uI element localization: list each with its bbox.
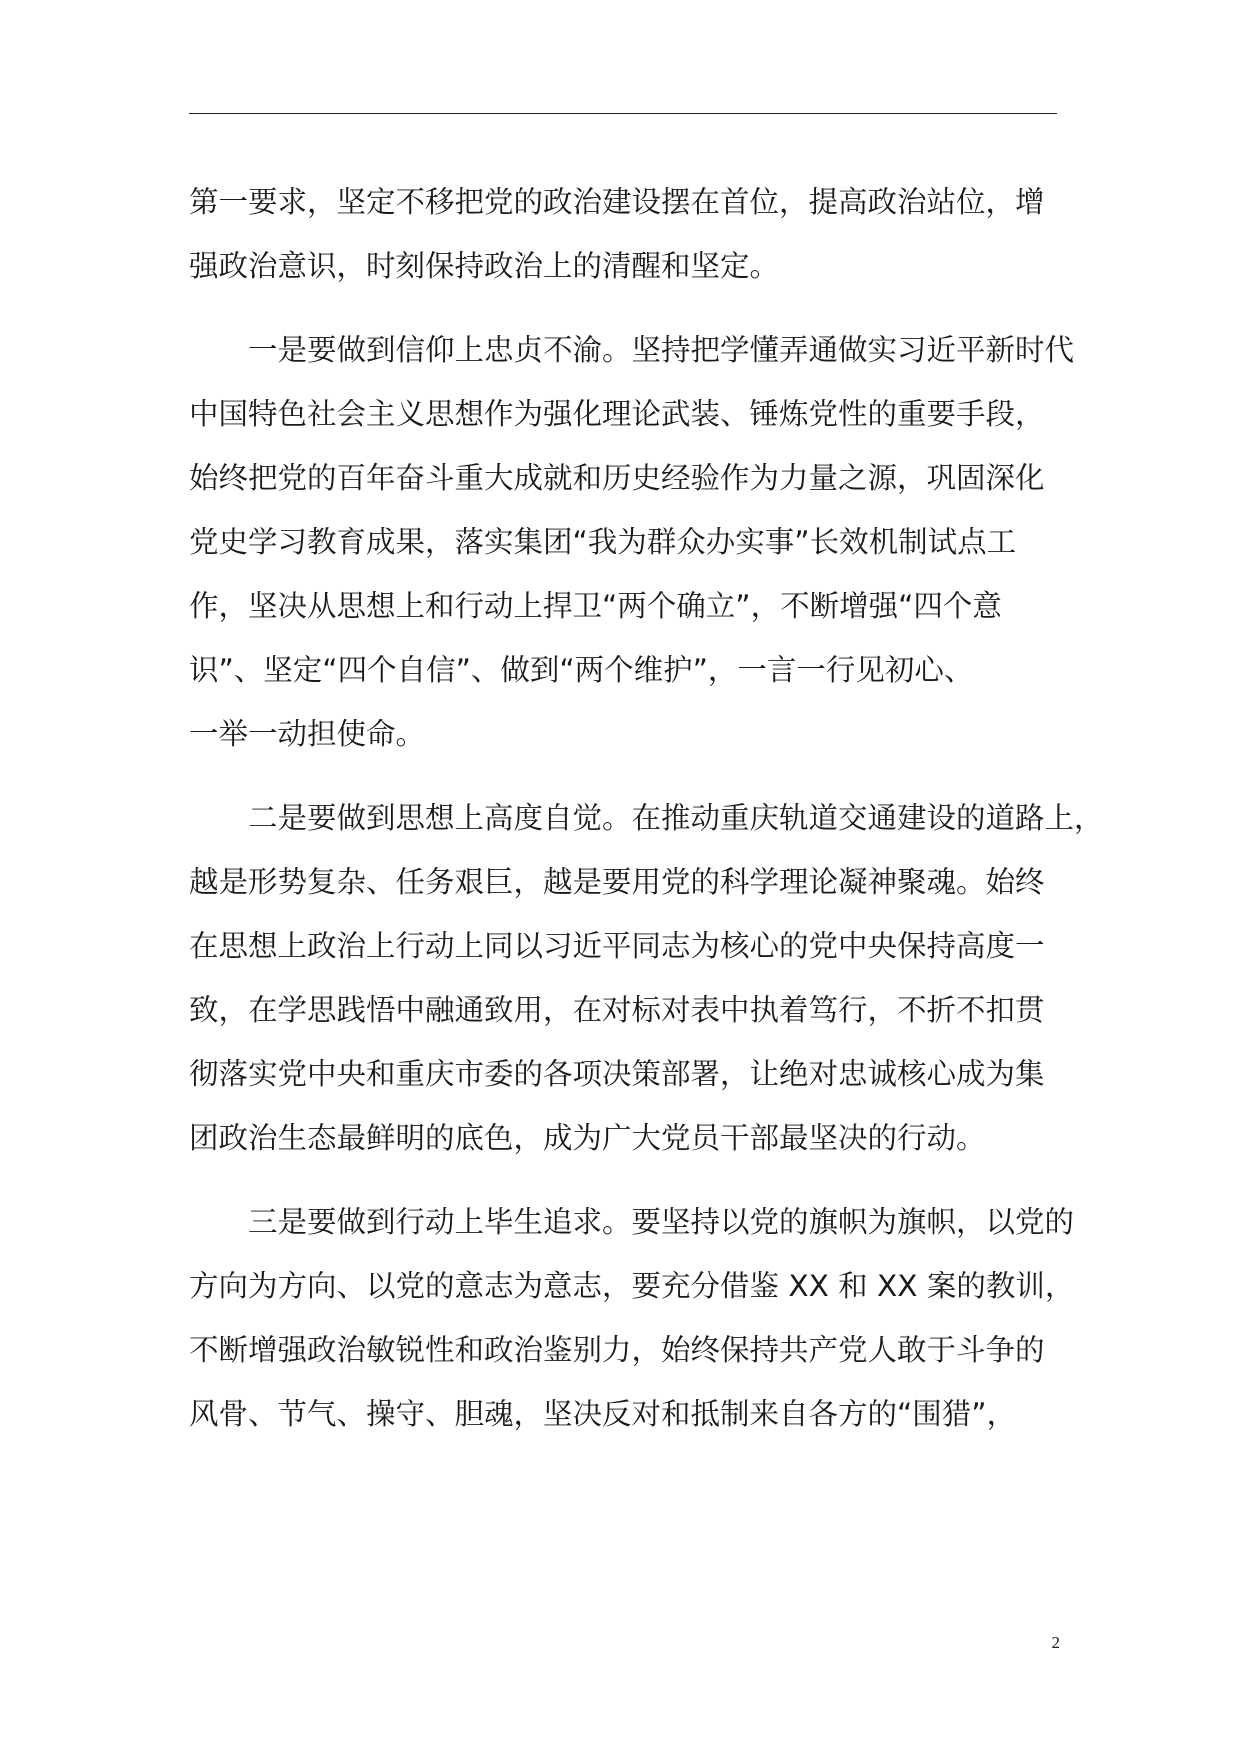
text-line: 三是要做到行动上毕生追求。要坚持以党的旗帜为旗帜，以党的	[189, 1205, 1075, 1239]
paragraph-spacing	[189, 1170, 1069, 1190]
paragraph-spacing	[189, 766, 1069, 786]
text-line: 识”、坚定“四个自信”、做到“两个维护”，一言一行见初心、	[189, 653, 974, 687]
text-line: 不断增强政治敏锐性和政治鉴别力，始终保持共产党人敢于斗争的	[189, 1333, 1045, 1367]
text-line: 彻落实党中央和重庆市委的各项决策部署，让绝对忠诚核心成为集	[189, 1057, 1045, 1091]
paragraph-spacing	[189, 298, 1069, 318]
text-line: 一举一动担使命。	[189, 717, 426, 751]
text-line: 二是要做到思想上高度自觉。在推动重庆轨道交通建设的道路上，	[189, 801, 1104, 835]
header-divider	[189, 113, 1057, 114]
paragraph	[189, 786, 1104, 1170]
text-line: 越是形势复杂、任务艰巨，越是要用党的科学理论凝神聚魂。始终	[189, 865, 1045, 899]
paragraph	[189, 1190, 1075, 1446]
page-number: 2	[1051, 1633, 1060, 1652]
text-line: 第一要求，坚定不移把党的政治建设摆在首位，提高政治站位，增	[189, 185, 1045, 219]
text-line: 在思想上政治上行动上同以习近平同志为核心的党中央保持高度一	[189, 929, 1045, 963]
text-line: 团政治生态最鲜明的底色，成为广大党员干部最坚决的行动。	[189, 1121, 986, 1155]
text-line: 党史学习教育成果，落实集团“我为群众办实事”长效机制试点工	[189, 525, 1017, 559]
paragraph	[189, 318, 1075, 766]
text-line: 致，在学思践悟中融通致用，在对标对表中执着笃行，不折不扣贯	[189, 993, 1045, 1027]
text-line: 方向为方向、以党的意志为意志，要充分借鉴 XX 和 XX 案的教训，	[189, 1269, 1075, 1303]
text-line: 作，坚决从思想上和行动上捍卫“两个确立”，不断增强“四个意	[189, 589, 1002, 623]
document-body	[189, 170, 1104, 1446]
paragraph	[189, 170, 1069, 298]
text-line: 风骨、节气、操守、胆魂，坚决反对和抵制来自各方的“围猎”，	[189, 1397, 1017, 1431]
text-line: 强政治意识，时刻保持政治上的清醒和坚定。	[189, 249, 780, 283]
text-line: 始终把党的百年奋斗重大成就和历史经验作为力量之源，巩固深化	[189, 461, 1045, 495]
text-line: 中国特色社会主义思想作为强化理论武装、锤炼党性的重要手段，	[189, 397, 1045, 431]
text-line: 一是要做到信仰上忠贞不渝。坚持把学懂弄通做实习近平新时代	[189, 333, 1075, 367]
